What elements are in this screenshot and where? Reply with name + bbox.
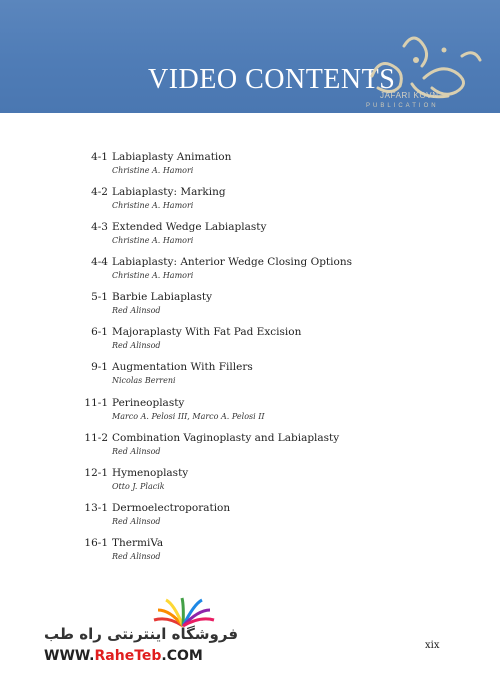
video-author: Red Alinsod bbox=[112, 447, 161, 456]
watermark-url[interactable] bbox=[44, 648, 203, 664]
url-prefix: WWW. bbox=[44, 648, 95, 664]
list-item[interactable] bbox=[0, 432, 500, 464]
video-title: Combination Vaginoplasty and Labiaplasty bbox=[112, 432, 340, 444]
video-number: 16-1 bbox=[84, 537, 108, 549]
video-title: Barbie Labiaplasty bbox=[112, 291, 213, 303]
logo-text: JAFARI KOVN bbox=[380, 91, 439, 100]
video-number: 11-2 bbox=[84, 432, 108, 444]
video-title: Majoraplasty With Fat Pad Excision bbox=[112, 326, 302, 338]
video-author: Marco A. Pelosi III, Marco A. Pelosi II bbox=[112, 412, 265, 421]
video-title: Augmentation With Fillers bbox=[112, 361, 253, 373]
video-author: Red Alinsod bbox=[112, 341, 161, 350]
video-author: Red Alinsod bbox=[112, 306, 161, 315]
video-number: 5-1 bbox=[91, 291, 108, 303]
video-number: 4-1 bbox=[91, 151, 108, 163]
list-item[interactable] bbox=[0, 326, 500, 358]
video-title: Labiaplasty: Anterior Wedge Closing Options bbox=[112, 256, 352, 268]
video-author: Nicolas Berreni bbox=[112, 376, 176, 385]
video-author: Red Alinsod bbox=[112, 517, 161, 526]
video-title: Labiaplasty: Marking bbox=[112, 186, 226, 198]
video-number: 4-2 bbox=[91, 186, 108, 198]
video-number: 6-1 bbox=[91, 326, 108, 338]
video-number: 13-1 bbox=[84, 502, 108, 514]
list-item[interactable] bbox=[0, 186, 500, 218]
list-item[interactable] bbox=[0, 537, 500, 569]
header-banner bbox=[0, 0, 500, 113]
video-author: Christine A. Hamori bbox=[112, 166, 194, 175]
url-brand: RaheTeb bbox=[94, 648, 162, 664]
video-title: Labiaplasty Animation bbox=[112, 151, 232, 163]
list-item[interactable] bbox=[0, 151, 500, 183]
video-author: Red Alinsod bbox=[112, 552, 161, 561]
page-title: VIDEO CONTENTS bbox=[148, 64, 396, 95]
video-author: Christine A. Hamori bbox=[112, 236, 194, 245]
video-number: 4-4 bbox=[91, 256, 108, 268]
list-item[interactable] bbox=[0, 291, 500, 323]
list-item[interactable] bbox=[0, 397, 500, 429]
video-author: Christine A. Hamori bbox=[112, 201, 194, 210]
video-author: Otto J. Placik bbox=[112, 482, 165, 491]
video-title: ThermiVa bbox=[112, 537, 164, 549]
page-number: xix bbox=[425, 640, 440, 651]
video-author: Christine A. Hamori bbox=[112, 271, 194, 280]
list-item[interactable] bbox=[0, 502, 500, 534]
logo-subtext: PUBLICATION bbox=[366, 103, 439, 109]
list-item[interactable] bbox=[0, 256, 500, 288]
video-number: 9-1 bbox=[91, 361, 108, 373]
video-title: Extended Wedge Labiaplasty bbox=[112, 221, 267, 233]
url-suffix: .COM bbox=[161, 648, 203, 664]
list-item[interactable] bbox=[0, 221, 500, 253]
video-number: 12-1 bbox=[84, 467, 108, 479]
list-item[interactable] bbox=[0, 467, 500, 499]
video-number: 11-1 bbox=[84, 397, 108, 409]
video-title: Perineoplasty bbox=[112, 397, 185, 409]
video-title: Dermoelectroporation bbox=[112, 502, 231, 514]
video-title: Hymenoplasty bbox=[112, 467, 189, 479]
list-item[interactable] bbox=[0, 361, 500, 393]
watermark-store-name: فروشگاه اینترنتی راه طب bbox=[44, 625, 239, 643]
video-number: 4-3 bbox=[91, 221, 108, 233]
